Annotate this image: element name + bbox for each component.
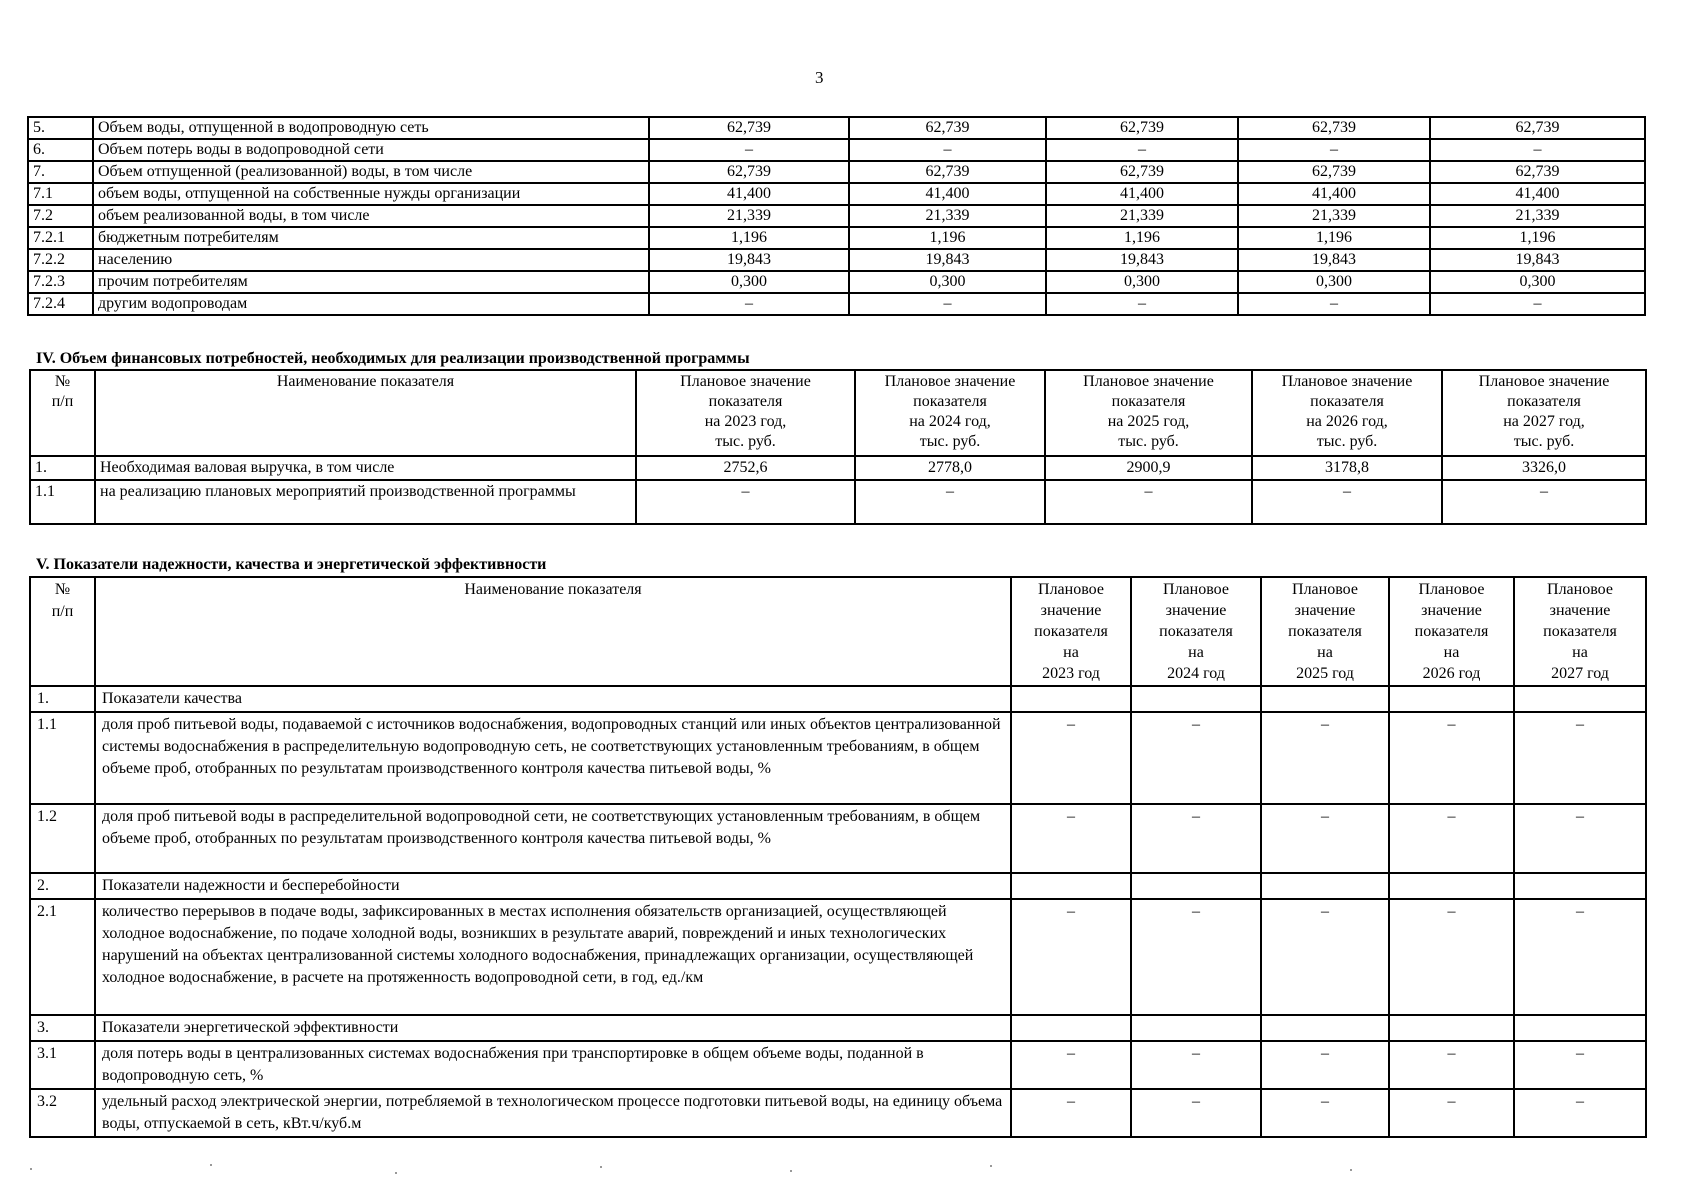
row-value: – [1261,1089,1389,1137]
row-number: 7.2 [28,205,93,227]
row-value: – [1261,1041,1389,1089]
row-value [1389,686,1514,712]
table-row [28,161,1645,183]
row-value: 62,739 [849,161,1046,183]
row-number: 5. [28,117,93,139]
table-row [30,804,1646,873]
row-indicator-name: другим водопроводам [93,293,649,315]
row-value: 1,196 [1430,227,1645,249]
row-value: – [636,480,855,524]
row-value: – [1011,712,1131,804]
table-row [28,139,1645,161]
header-num: № п/п [30,577,95,686]
row-indicator-name: Объем потерь воды в водопроводной сети [93,139,649,161]
scan-noise [0,1160,1695,1190]
row-value: – [1261,712,1389,804]
row-number: 7. [28,161,93,183]
row-value: – [1011,1041,1131,1089]
row-indicator-name: количество перерывов в подаче воды, зафиксированных в местах исполнения обязательств организацией, осуществляющей холодное водоснабжение, по подаче холодной воды, возникших в результате аварий, повреждений и иных технологических нарушений на объектах централизованной системы холодного водоснабжения, принадлежащих организации, осуществляющей холодное водоснабжение, в расчете на протяженность водопроводной сети, в год, ед./км [95,899,1011,1015]
row-value [1261,873,1389,899]
row-value: – [1238,139,1430,161]
header-col-2024: Плановое значение показателя на 2024 год, тыс. руб. [855,370,1045,456]
header-col-2027: Плановое значение показателя на 2027 год [1514,577,1646,686]
row-value [1261,1015,1389,1041]
table-row [28,183,1645,205]
row-number: 2.1 [30,899,95,1015]
header-col-2026: Плановое значение показателя на 2026 год, тыс. руб. [1252,370,1442,456]
row-number: 3.1 [30,1041,95,1089]
row-value: – [1238,293,1430,315]
water-volume-table [27,116,1646,316]
row-number: 7.2.4 [28,293,93,315]
row-value: 21,339 [1046,205,1238,227]
table-row [28,227,1645,249]
row-value: – [649,293,849,315]
row-value: – [1011,804,1131,873]
header-col-2025: Плановое значение показателя на 2025 год [1261,577,1389,686]
row-value: – [855,480,1045,524]
row-value: 19,843 [649,249,849,271]
row-value: – [1514,712,1646,804]
row-number: 1.2 [30,804,95,873]
table-row [30,1015,1646,1041]
row-value: – [1389,712,1514,804]
row-value: 21,339 [1238,205,1430,227]
row-value: – [1045,480,1252,524]
table-row [30,480,1646,524]
table-row [30,712,1646,804]
row-value: 3326,0 [1442,456,1646,480]
header-col-2023: Плановое значение показателя на 2023 год, тыс. руб. [636,370,855,456]
section-5-title: V. Показатели надежности, качества и энергетической эффективности [36,556,547,573]
row-value: – [1131,712,1261,804]
row-value: 1,196 [649,227,849,249]
row-value: 62,739 [1046,117,1238,139]
row-number: 3. [30,1015,95,1041]
table-row [28,271,1645,293]
row-indicator-name: доля потерь воды в централизованных системах водоснабжения при транспортировке в общем объеме воды, поданной в водопроводную сеть, % [95,1041,1011,1089]
table-row [30,873,1646,899]
row-value: 1,196 [1238,227,1430,249]
table-row [28,117,1645,139]
header-col-2023: Плановое значение показателя на 2023 год [1011,577,1131,686]
row-value [1389,1015,1514,1041]
row-value [1514,686,1646,712]
row-value: 41,400 [649,183,849,205]
row-value: 62,739 [1046,161,1238,183]
row-value [1514,1015,1646,1041]
header-col-2025: Плановое значение показателя на 2025 год, тыс. руб. [1045,370,1252,456]
row-value [1261,686,1389,712]
row-number: 1. [30,686,95,712]
row-value: – [1131,1089,1261,1137]
row-value: – [1389,899,1514,1015]
header-col-2026: Плановое значение показателя на 2026 год [1389,577,1514,686]
row-value: 21,339 [849,205,1046,227]
row-value: – [649,139,849,161]
row-value: – [1131,899,1261,1015]
row-value [1131,873,1261,899]
table-row [30,456,1646,480]
table-row [30,1089,1646,1137]
table-row [28,249,1645,271]
table-row [28,205,1645,227]
row-value: 2752,6 [636,456,855,480]
reliability-quality-table-body [30,686,1646,1137]
row-number: 1.1 [30,712,95,804]
header-name: Наименование показателя [95,370,636,456]
row-indicator-name: Объем воды, отпущенной в водопроводную сеть [93,117,649,139]
row-value: 0,300 [1238,271,1430,293]
row-value: – [1011,899,1131,1015]
table-row [30,899,1646,1015]
row-value: – [1514,804,1646,873]
row-value: – [1261,899,1389,1015]
row-value [1011,873,1131,899]
row-indicator-name: на реализацию плановых мероприятий производственной программы [95,480,636,524]
row-value: – [1252,480,1442,524]
row-value: – [849,139,1046,161]
row-indicator-name: прочим потребителям [93,271,649,293]
row-value: 0,300 [1430,271,1645,293]
row-value: 62,739 [849,117,1046,139]
row-indicator-name: Показатели надежности и бесперебойности [95,873,1011,899]
row-value: 62,739 [649,161,849,183]
section-4-title: IV. Объем финансовых потребностей, необходимых для реализации производственной программы [36,350,750,367]
financial-needs-table [29,369,1647,525]
row-value: – [1430,139,1645,161]
row-value: – [1046,139,1238,161]
row-indicator-name: бюджетным потребителям [93,227,649,249]
header-num: № п/п [30,370,95,456]
row-value: 62,739 [1238,161,1430,183]
row-value: 21,339 [649,205,849,227]
row-number: 7.2.3 [28,271,93,293]
row-indicator-name: доля проб питьевой воды в распределительной водопроводной сети, не соответствующих установленным требованиям, в общем объеме проб, отобранных по результатам производственного контроля качества питьевой воды, % [95,804,1011,873]
row-value: 0,300 [1046,271,1238,293]
row-indicator-name: объем реализованной воды, в том числе [93,205,649,227]
water-volume-table-body [28,117,1645,315]
row-value: 0,300 [849,271,1046,293]
row-value [1131,686,1261,712]
table-header-row [30,370,1646,456]
row-value: – [1514,1089,1646,1137]
row-value: – [1131,1041,1261,1089]
row-value: 2778,0 [855,456,1045,480]
row-value: 19,843 [849,249,1046,271]
row-value: 41,400 [1238,183,1430,205]
row-value [1011,1015,1131,1041]
header-col-2027: Плановое значение показателя на 2027 год, тыс. руб. [1442,370,1646,456]
row-number: 3.2 [30,1089,95,1137]
row-value: 41,400 [849,183,1046,205]
row-value: 2900,9 [1045,456,1252,480]
row-value: – [849,293,1046,315]
row-value [1131,1015,1261,1041]
row-value: 62,739 [1430,117,1645,139]
row-value: 62,739 [649,117,849,139]
row-value: 41,400 [1046,183,1238,205]
row-indicator-name: удельный расход электрической энергии, потребляемой в технологическом процессе подготовки питьевой воды, на единицу объема воды, отпускаемой в сеть, кВт.ч/куб.м [95,1089,1011,1137]
row-number: 7.2.1 [28,227,93,249]
row-value: – [1514,1041,1646,1089]
row-indicator-name: населению [93,249,649,271]
row-number: 2. [30,873,95,899]
row-value: – [1046,293,1238,315]
row-value: 0,300 [649,271,849,293]
row-value: 1,196 [849,227,1046,249]
reliability-quality-table [29,576,1647,1138]
row-value: 41,400 [1430,183,1645,205]
row-value: – [1442,480,1646,524]
row-indicator-name: доля проб питьевой воды, подаваемой с источников водоснабжения, водопроводных станций или иных объектов централизованной системы водоснабжения в распределительную водопроводную сеть, не соответствующих установленным требованиям, в общем объеме проб, отобранных по результатам производственного контроля качества питьевой воды, % [95,712,1011,804]
row-value: – [1011,1089,1131,1137]
page-number: 3 [815,68,824,87]
header-name: Наименование показателя [95,577,1011,686]
table-header-row [30,577,1646,686]
row-value: – [1131,804,1261,873]
row-number: 7.1 [28,183,93,205]
row-indicator-name: Объем отпущенной (реализованной) воды, в том числе [93,161,649,183]
row-value: 1,196 [1046,227,1238,249]
row-number: 6. [28,139,93,161]
header-col-2024: Плановое значение показателя на 2024 год [1131,577,1261,686]
row-value: 62,739 [1430,161,1645,183]
row-value: 19,843 [1238,249,1430,271]
row-value: – [1389,1089,1514,1137]
row-number: 7.2.2 [28,249,93,271]
row-number: 1.1 [30,480,95,524]
row-value [1389,873,1514,899]
row-value: – [1514,899,1646,1015]
row-value [1011,686,1131,712]
row-indicator-name: Показатели качества [95,686,1011,712]
row-indicator-name: Показатели энергетической эффективности [95,1015,1011,1041]
row-value: 19,843 [1430,249,1645,271]
row-value: – [1430,293,1645,315]
table-row [30,686,1646,712]
row-value: 62,739 [1238,117,1430,139]
row-value: 21,339 [1430,205,1645,227]
row-value: 19,843 [1046,249,1238,271]
row-value: – [1389,1041,1514,1089]
row-value: 3178,8 [1252,456,1442,480]
row-value [1514,873,1646,899]
row-indicator-name: объем воды, отпущенной на собственные нужды организации [93,183,649,205]
financial-needs-table-body [30,456,1646,524]
row-indicator-name: Необходимая валовая выручка, в том числе [95,456,636,480]
row-value: – [1389,804,1514,873]
table-row [28,293,1645,315]
row-number: 1. [30,456,95,480]
table-row [30,1041,1646,1089]
row-value: – [1261,804,1389,873]
